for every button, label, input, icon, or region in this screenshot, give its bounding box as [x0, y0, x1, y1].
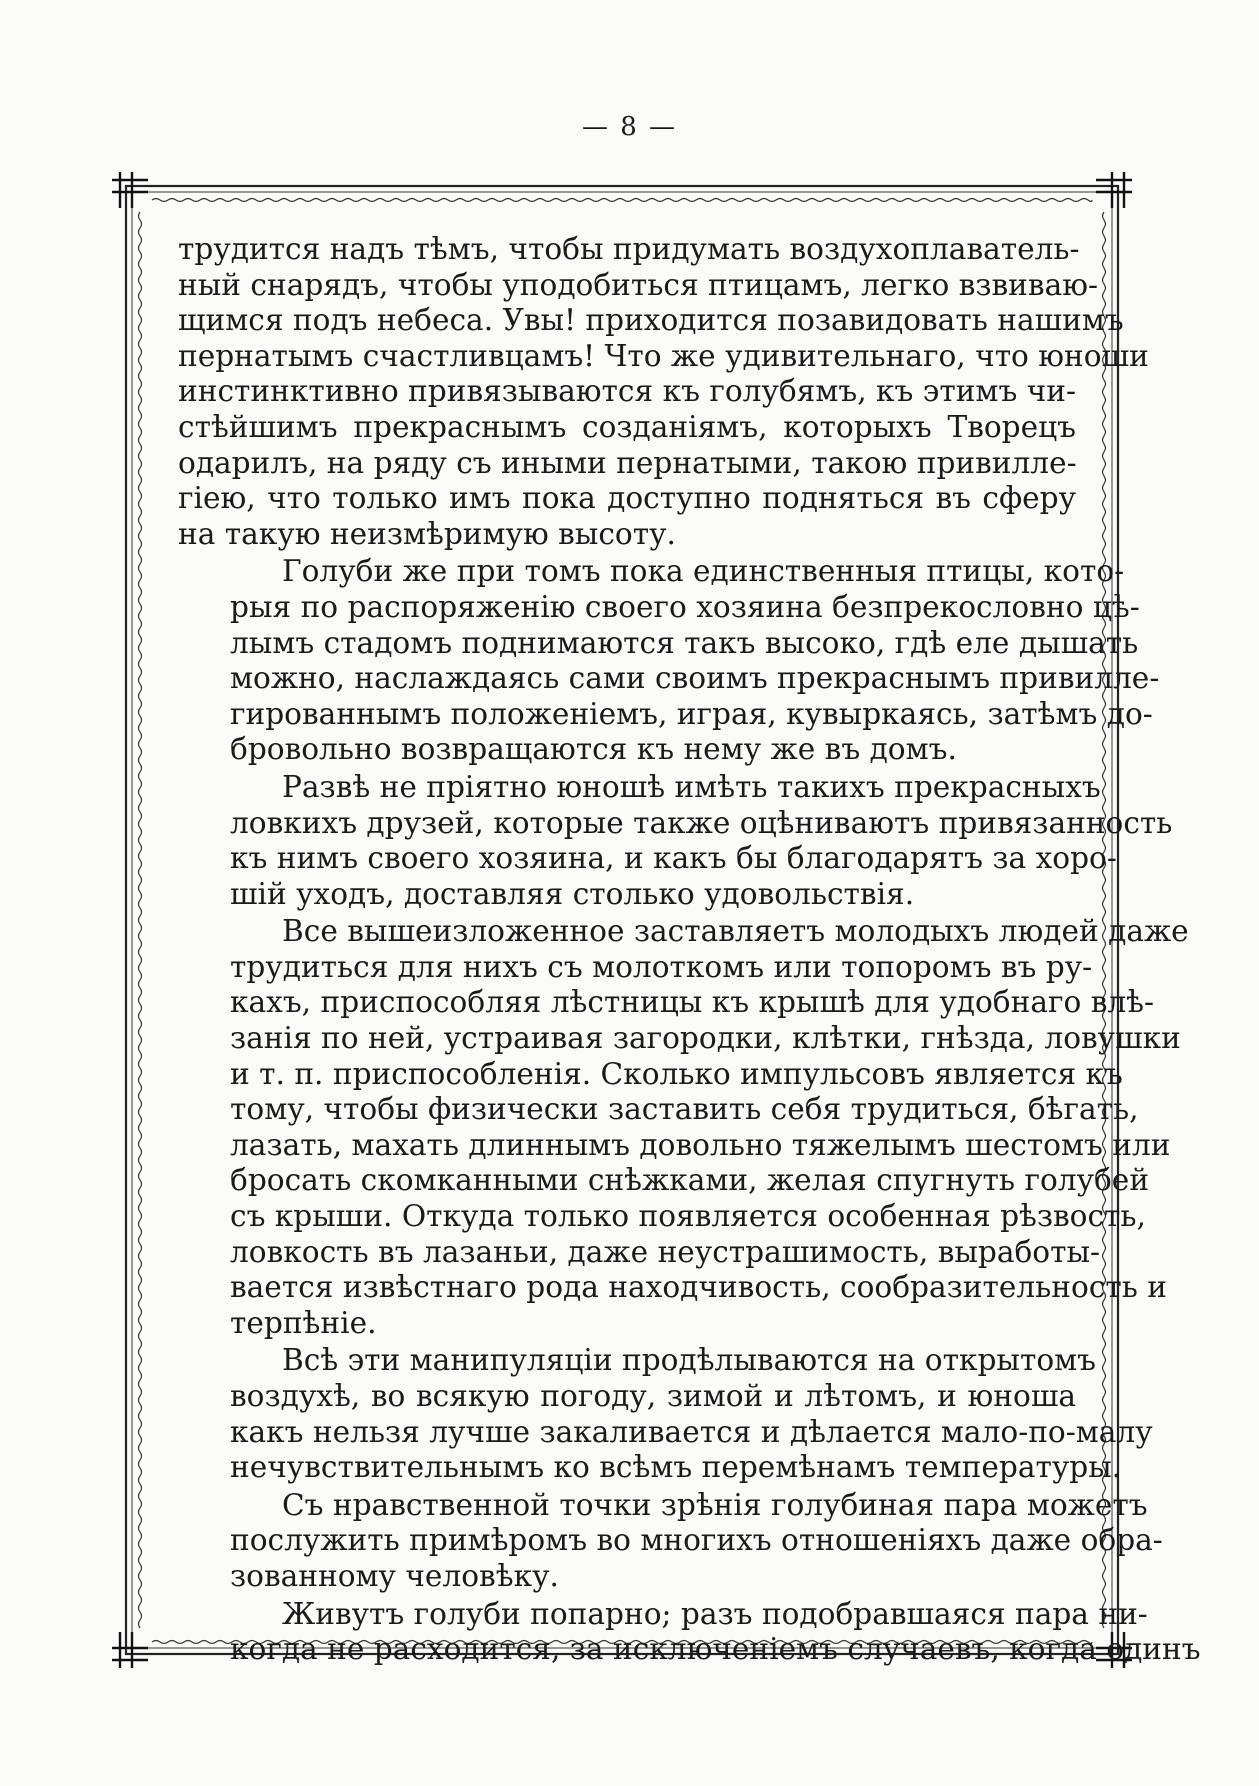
paragraph: [178, 1343, 1153, 1485]
paragraph: [178, 232, 1149, 552]
paragraph: [178, 769, 1173, 912]
paragraph: [178, 554, 1160, 768]
text-line: когда не расходится, за исключеніемъ случаевъ, когда одинъ: [230, 1632, 1201, 1667]
paragraph: [178, 1596, 1201, 1668]
text-line: къ нимъ своего хозяина, и какъ бы благодарятъ за хоро-: [230, 841, 1117, 876]
text-line: какъ нельзя лучше закаливается и дѣлается мало-по-малу: [230, 1414, 1153, 1449]
text-line: зованному человѣку.: [230, 1558, 559, 1593]
text-line: на такую неизмѣримую высоту.: [178, 516, 676, 551]
text-line: кахъ, приспособляя лѣстницы къ крышѣ для удобнаго влѣ-: [230, 985, 1155, 1020]
text-line: Съ нравственной точки зрѣнія голубиная пара можетъ: [282, 1487, 1148, 1522]
body-text: [178, 232, 1201, 1668]
text-line: можно, наслаждаясь сами своимъ прекраснымъ привилле-: [230, 661, 1160, 696]
text-line: лазать, махать длиннымъ довольно тяжелымъ шестомъ или: [230, 1127, 1171, 1162]
text-line: ный снарядъ, чтобы уподобиться птицамъ, легко взвиваю-: [178, 267, 1098, 302]
text-line: ловкихъ друзей, которые также оцѣниваютъ привязанность: [230, 805, 1173, 840]
text-line: гированнымъ положеніемъ, играя, кувыркаясь, затѣмъ до-: [230, 696, 1153, 731]
text-line: вается извѣстнаго рода находчивость, сообразительность и: [230, 1270, 1168, 1305]
text-line: и т. п. приспособленія. Сколько импульсовъ является къ: [230, 1056, 1123, 1091]
text-line: воздухѣ, во всякую погоду, зимой и лѣтомъ, и юноша: [230, 1379, 1076, 1413]
text-line: тому, чтобы физически заставить себя трудиться, бѣгать,: [230, 1092, 1139, 1127]
text-line: стѣйшимъ прекраснымъ созданіямъ, которыхъ Творецъ: [178, 409, 1076, 444]
text-line: шій уходъ, доставляя столько удовольствія.: [230, 876, 915, 911]
text-line: Все вышеизложенное заставляетъ молодыхъ людей даже: [282, 914, 1189, 949]
page-number: — 8 —: [581, 112, 678, 142]
text-line: послужить примѣромъ во многихъ отношеніяхъ даже обра-: [230, 1523, 1163, 1558]
text-line: Живутъ голуби попарно; разъ подобравшаяся пара ни-: [282, 1596, 1148, 1631]
text-line: трудится надъ тѣмъ, чтобы придумать воздухоплаватель-: [178, 232, 1080, 266]
text-line: Всѣ эти манипуляціи продѣлываются на открытомъ: [282, 1343, 1096, 1378]
text-line: съ крыши. Откуда только появляется особенная рѣзвость,: [230, 1199, 1146, 1234]
text-line: одарилъ, на ряду съ иными пернатыми, такою привилле-: [178, 445, 1077, 480]
text-line: терпѣніе.: [230, 1305, 377, 1340]
paragraph: [178, 1487, 1163, 1595]
paragraph: [178, 914, 1189, 1341]
text-line: гіею, что только имъ пока доступно подняться въ сферу: [178, 481, 1076, 516]
text-line: занія по ней, устраивая загородки, клѣтки, гнѣзда, ловушки: [230, 1021, 1181, 1056]
text-line: бровольно возвращаются къ нему же въ домъ.: [230, 732, 957, 767]
text-line: щимся подъ небеса. Увы! приходится позавидовать нашимъ: [178, 303, 1124, 338]
text-line: рыя по распоряженію своего хозяина безпрекословно цѣ-: [230, 589, 1140, 624]
text-line: трудиться для нихъ съ молоткомъ или топоромъ въ ру-: [230, 949, 1093, 984]
text-line: ловкость въ лазаньи, даже неустрашимость, выработы-: [230, 1234, 1101, 1269]
text-line: Развѣ не пріятно юношѣ имѣть такихъ прекрасныхъ: [282, 769, 1101, 804]
text-line: Голуби же при томъ пока единственныя птицы, кото-: [282, 554, 1125, 589]
text-line: нечувствительнымъ ко всѣмъ перемѣнамъ температуры.: [230, 1450, 1122, 1485]
text-line: инстинктивно привязываются къ голубямъ, къ этимъ чи-: [178, 374, 1076, 409]
text-line: бросать скомканными снѣжками, желая спугнуть голубей: [230, 1163, 1150, 1198]
text-line: лымъ стадомъ поднимаются такъ высоко, гдѣ еле дышать: [230, 625, 1139, 660]
text-line: пернатымъ счастливцамъ! Что же удивительнаго, что юноши: [178, 338, 1149, 373]
